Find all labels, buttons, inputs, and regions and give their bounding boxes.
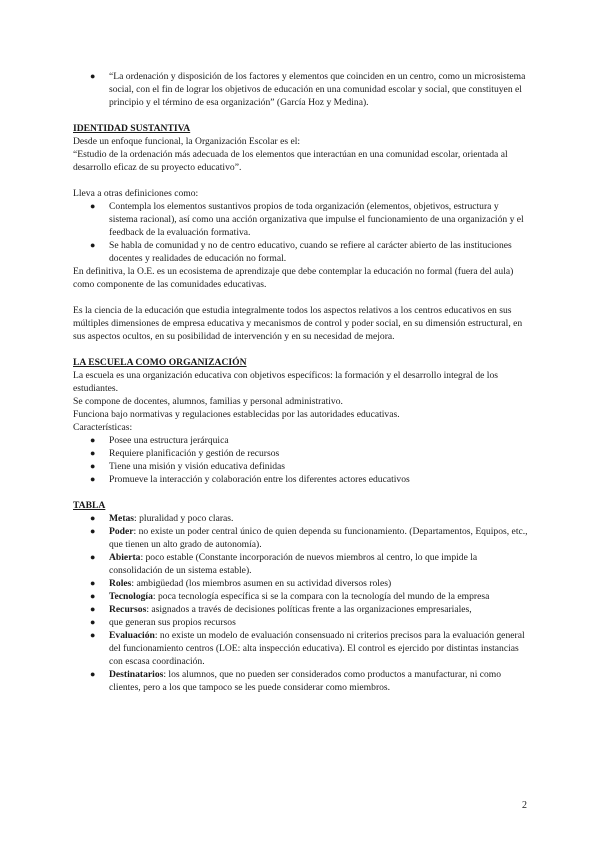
list-item-text: Tiene una misión y visión educativa definidas [109,461,286,472]
bullet-icon: ● [90,201,96,211]
term-description: : no existe un poder central único de quien dependa su funcionamiento. (Departamentos, Equipos, etc., que tienen un alto grado de autonomía). [109,526,528,550]
term-label: Poder [109,526,134,537]
term-label: Destinatarios [109,669,164,680]
bullet-icon: ● [90,240,96,250]
term-description: : pluralidad y poco claras. [134,513,234,524]
bullet-icon: ● [90,513,96,523]
identidad-quote: “Estudio de la ordenación más adecuada de los elementos que interactúan en una comunidad escolar, orientada al desarrollo eficaz de su proyecto educativo”. [73,149,508,173]
page-number: 2 [522,800,527,811]
list-item [73,551,528,577]
section-heading-escuela: LA ESCUELA COMO ORGANIZACIÓN [73,357,247,368]
identidad-conclusion: En definitiva, la O.E. es un ecosistema de aprendizaje que debe contemplar la educación no formal (fuera del aula) como componente de las comunidades educativas. [73,266,514,290]
list-item [73,668,528,694]
term-description: : asignados a través de decisiones políticas frente a las organizaciones empresariales, [146,604,472,615]
list-item-text: Contempla los elementos sustantivos propios de toda organización (elementos, objetivos, estructura y sistema racional), así como una acción organizativa que impulse el funcionamiento de una organización y el feedback de la evaluación formativa. [109,201,524,238]
section-heading-identidad: IDENTIDAD SUSTANTIVA [73,123,191,134]
identidad-definition: Es la ciencia de la educación que estudia integralmente todos los aspectos relativos a los centros educativos en sus múltiples dimensiones de empresa educativa y mecanismos de control y poder social, en su dimensión estructural, en sus aspectos ocultos, en su posibilidad de intervención y en su necesidad de mejora. [73,305,523,342]
term-label: Roles [109,578,132,589]
bullet-icon: ● [90,461,96,471]
identidad-lead: Lleva a otras definiciones como: [73,188,199,199]
term-description: : ambigüedad (los miembros asumen en su actividad diversos roles) [131,578,392,589]
bullet-icon: ● [90,552,96,562]
list-item [73,616,528,629]
escuela-line: Se compone de docentes, alumnos, familias y personal administrativo. [73,396,343,407]
list-item [73,239,528,265]
list-item [73,460,528,473]
list-item [73,200,528,239]
escuela-line: Funciona bajo normativas y regulaciones establecidas por las autoridades educativas. [73,409,400,420]
term-description: : poca tecnología específica si se la compara con la tecnología del mundo de la empresa [152,591,490,602]
escuela-line: La escuela es una organización educativa con objetivos específicos: la formación y el desarrollo integral de los estudiantes. [73,370,498,394]
bullet-icon: ● [90,669,96,679]
identidad-list [73,200,528,265]
page-content [73,70,528,694]
list-item [73,70,528,109]
list-item-text: Posee una estructura jerárquica [109,435,229,446]
bullet-icon: ● [90,591,96,601]
bullet-icon: ● [90,435,96,445]
list-item [73,525,528,551]
term-description: : los alumnos, que no pueden ser considerados como productos a manufacturar, ni como clientes, pero a los que tampoco se les puede considerar como miembros. [109,669,502,693]
quote-garcia-hoz: “La ordenación y disposición de los factores y elementos que coinciden en un centro, como un microsistema social, con el fin de lograr los objetivos de educación en una comunidad escolar y social, que constituyen el principio y el término de esa organización” (García Hoz y Medina). [109,71,526,108]
term-description: : no existe un modelo de evaluación consensuado ni criterios precisos para la evaluación general del funcionamiento centros (LOE: alta inspección educativa). El control es ejercido por distintas instancias con escasa coordinación. [109,630,525,667]
section-heading-tabla: TABLA [73,500,106,511]
tabla-list [73,512,528,694]
term-label: Recursos [109,604,147,615]
term-description: : poco estable (Constante incorporación de nuevos miembros al centro, lo que impide la consolidación de un sistema estable). [109,552,478,576]
term-description: que generan sus propios recursos [109,617,236,628]
list-item [73,434,528,447]
list-item [73,629,528,668]
bullet-icon: ● [90,71,96,81]
bullet-icon: ● [90,617,96,627]
list-item [73,512,528,525]
bullet-icon: ● [90,578,96,588]
term-label: Tecnología [109,591,153,602]
list-item-text: Se habla de comunidad y no de centro educativo, cuando se refiere al carácter abierto de las instituciones docentes y realidades de educación no formal. [109,240,512,264]
bullet-icon: ● [90,474,96,484]
bullet-icon: ● [90,630,96,640]
term-label: Abierta [109,552,141,563]
list-item-text: Promueve la interacción y colaboración entre los diferentes actores educativos [109,474,410,485]
list-item-text: Requiere planificación y gestión de recursos [109,448,280,459]
bullet-icon: ● [90,604,96,614]
list-item [73,447,528,460]
list-item [73,603,528,616]
top-bullet-list [73,70,528,109]
list-item [73,590,528,603]
term-label: Evaluación [109,630,155,641]
escuela-list [73,434,528,486]
identidad-intro: Desde un enfoque funcional, la Organización Escolar es el: [73,136,301,147]
list-item [73,577,528,590]
term-label: Metas [109,513,135,524]
list-item [73,473,528,486]
escuela-line: Características: [73,422,133,433]
bullet-icon: ● [90,448,96,458]
bullet-icon: ● [90,526,96,536]
